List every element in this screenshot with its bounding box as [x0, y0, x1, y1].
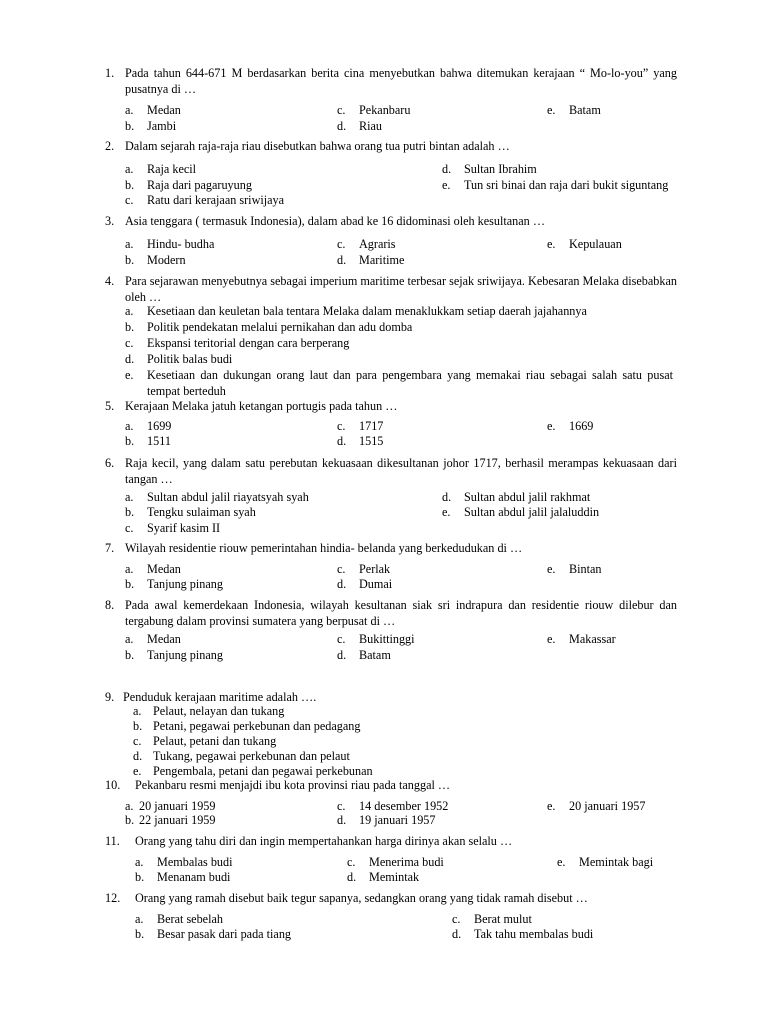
question-number: 2. [105, 139, 115, 153]
option-a: a. Kesetiaan dan keuletan bala tentara Melaka dalam menaklukkam setiap daerah jajahannya [125, 304, 587, 318]
question-6 [105, 456, 677, 487]
option-e: e. Batam [547, 103, 601, 117]
option-d: d. Batam [337, 648, 391, 662]
option-a: a. Hindu- budha [125, 237, 215, 251]
question-text: Penduduk kerajaan maritime adalah …. [123, 690, 317, 704]
option-a: a. Medan [125, 632, 181, 646]
option-c: c. Perlak [337, 562, 391, 576]
option-e: e. Kepulauan [547, 237, 622, 251]
question-number: 7. [105, 541, 115, 555]
option-b: b. Tanjung pinang [125, 648, 223, 662]
option-a: a. Medan [125, 103, 181, 117]
option-e: e. Sultan abdul jalil jalaluddin [442, 505, 600, 519]
question-text: Pada tahun 644-671 M berdasarkan berita cina menyebutkan bahwa ditemukan kerajaan “ Mo-lo-you” yang pusatnya di … [125, 66, 677, 96]
option-c: c. Menerima budi [347, 855, 444, 869]
option-a: a. Medan [125, 562, 181, 576]
question-number: 12. [105, 891, 121, 905]
question-number: 1. [105, 66, 115, 80]
option-e: e. Memintak bagi [557, 855, 654, 869]
option-c: c. Agraris [337, 237, 396, 251]
option-e: e. Makassar [547, 632, 616, 646]
question-number: 5. [105, 399, 115, 413]
option-d: d. Memintak [347, 870, 420, 884]
question-text: Wilayah residentie riouw pemerintahan hindia- belanda yang berkedudukan di … [125, 541, 523, 555]
question-number: 8. [105, 598, 115, 612]
option-c: c. Pekanbaru [337, 103, 411, 117]
option-a: a. 20 januari 1959 [125, 799, 216, 813]
question-5 [105, 399, 677, 415]
option-e: e. Bintan [547, 562, 602, 576]
question-number: 9. [105, 690, 115, 704]
option-d: d. Tukang, pegawai perkebunan dan pelaut [133, 749, 350, 763]
option-e: e. Tun sri binai dan raja dari bukit siguntang [442, 178, 669, 192]
option-a: a. Membalas budi [135, 855, 233, 869]
question-text: Pada awal kemerdekaan Indonesia, wilayah kesultanan siak sri indrapura dan residentie riouw dilebur dan tergabung dalam provinsi sumatera yang berpusat di … [125, 598, 677, 628]
option-b: b. Tanjung pinang [125, 577, 223, 591]
option-e: e. 1669 [547, 419, 594, 433]
question-4 [105, 274, 677, 305]
option-e: e. Pengembala, petani dan pegawai perkebunan [133, 764, 373, 778]
question-text: Para sejarawan menyebutnya sebagai imperium maritime terbesar sejak sriwijaya. Kebesaran Melaka disebabkan oleh … [125, 274, 677, 304]
option-c: c. Pelaut, petani dan tukang [133, 734, 277, 748]
option-c: c. Berat mulut [452, 912, 532, 926]
question-number: 3. [105, 214, 115, 228]
option-a: a. Raja kecil [125, 162, 197, 176]
question-2 [105, 139, 677, 155]
option-a: a. 1699 [125, 419, 172, 433]
option-d: d. Politik balas budi [125, 352, 233, 366]
question-7 [105, 541, 677, 557]
option-d: d. Maritime [337, 253, 405, 267]
option-b: b. Tengku sulaiman syah [125, 505, 256, 519]
option-c: c. Ekspansi teritorial dengan cara berperang [125, 336, 350, 350]
option-b: b. Petani, pegawai perkebunan dan pedagang [133, 719, 361, 733]
option-c: c. Syarif kasim II [125, 521, 221, 535]
question-text: Raja kecil, yang dalam satu perebutan kekuasaan dikesultanan johor 1717, berhasil merampas kekuasaan dari tangan … [125, 456, 677, 486]
option-b: b. Besar pasak dari pada tiang [135, 927, 292, 941]
question-12 [105, 891, 677, 907]
question-1 [105, 66, 677, 97]
option-b: b. Menanam budi [135, 870, 231, 884]
question-text: Kerajaan Melaka jatuh ketangan portugis pada tahun … [125, 399, 398, 413]
question-number: 4. [105, 274, 115, 288]
question-11 [105, 834, 677, 850]
question-text: Orang yang ramah disebut baik tegur sapanya, sedangkan orang yang tidak ramah disebut … [135, 891, 588, 905]
option-c: c. 1717 [337, 419, 384, 433]
question-text: Orang yang tahu diri dan ingin mempertahankan harga dirinya akan selalu … [135, 834, 513, 848]
option-c: c. 14 desember 1952 [337, 799, 449, 813]
option-d: d. 19 januari 1957 [337, 813, 436, 827]
option-d: d. 1515 [337, 434, 384, 448]
option-b: b. Jambi [125, 119, 177, 133]
option-b: b. Raja dari pagaruyung [125, 178, 252, 192]
option-b: b. 1511 [125, 434, 171, 448]
option-e: e. Kesetiaan dan dukungan orang laut dan para pengembara yang memakai riau sebagai salah satu pusat tempat berteduh [125, 368, 673, 398]
option-b: b. Modern [125, 253, 186, 267]
question-number: 6. [105, 456, 115, 470]
question-text: Asia tenggara ( termasuk Indonesia), dalam abad ke 16 didominasi oleh kesultanan … [125, 214, 546, 228]
option-d: d. Sultan abdul jalil rakhmat [442, 490, 591, 504]
option-a: a. Berat sebelah [135, 912, 223, 926]
option-a: a. Sultan abdul jalil riayatsyah syah [125, 490, 309, 504]
question-number: 11. [105, 834, 120, 848]
question-8 [105, 598, 677, 629]
question-10 [105, 778, 677, 794]
option-d: d. Sultan Ibrahim [442, 162, 537, 176]
option-c: c. Bukittinggi [337, 632, 415, 646]
option-d: d. Tak tahu membalas budi [452, 927, 594, 941]
option-a: a. Pelaut, nelayan dan tukang [133, 704, 285, 718]
option-e: e. 20 januari 1957 [547, 799, 646, 813]
question-text: Pekanbaru resmi menjajdi ibu kota provinsi riau pada tanggal … [135, 778, 451, 792]
option-d: d. Dumai [337, 577, 393, 591]
option-b: b. 22 januari 1959 [125, 813, 216, 827]
option-d: d. Riau [337, 119, 383, 133]
question-text: Dalam sejarah raja-raja riau disebutkan bahwa orang tua putri bintan adalah … [125, 139, 510, 153]
option-b: b. Politik pendekatan melalui pernikahan dan adu domba [125, 320, 413, 334]
option-c: c. Ratu dari kerajaan sriwijaya [125, 193, 285, 207]
question-3 [105, 214, 677, 230]
question-number: 10. [105, 778, 121, 792]
